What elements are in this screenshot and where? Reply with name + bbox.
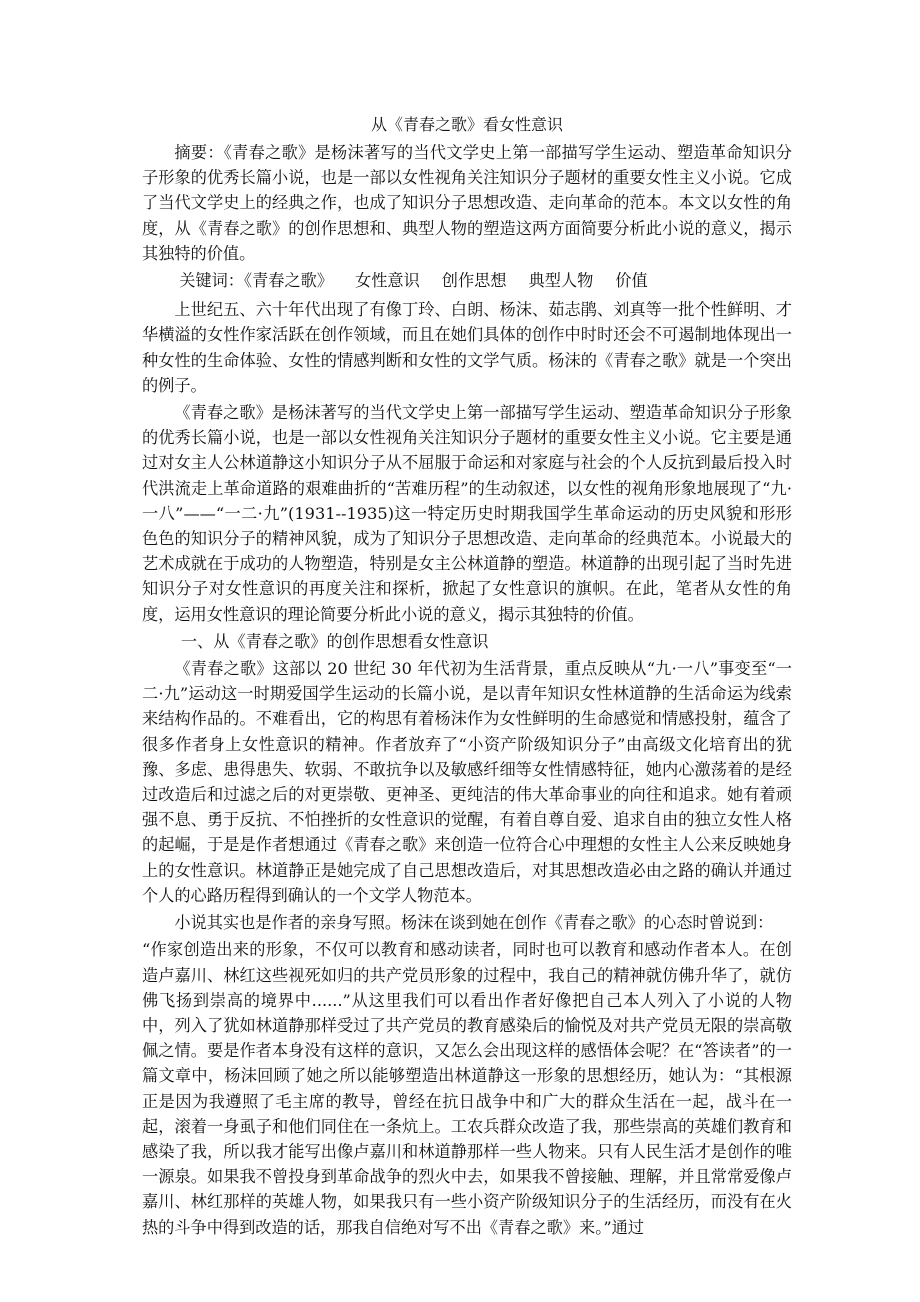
keywords-label: 关键词：《青春之歌》 <box>179 271 334 291</box>
page-title: 从《青春之歌》看女性意识 <box>370 115 563 134</box>
quote-paragraph: “作家创造出来的形象，不仅可以教育和感动读者，同时也可以教育和感动作者本人。在创造卢嘉川、林红这些视死如归的共产党员形象的过程中，我自己的精神就仿佛升华了，就仿佛飞扬到崇高的境界中......”从这里我们可以看出作者好像把自己本人列入了小说的人物中，列入了犹如林道静那样受过了共产党员的教育感染后的愉悦及对共产党员无限的崇高敬佩之情。要是作者本身没有这样的意识，又怎么会出现这样的感悟体会呢？在“答读者”的一篇文章中，杨沫回顾了她之所以能够塑造出林道静这一形象的思想经历，她认为：“其根源正是因为我遵照了毛主席的教导，曾经在抗日战争中和广大的群众生活在一起，战斗在一起，滚着一身虱子和他们同住在一条炕上。工农兵群众改造了我，那些崇高的英雄们教育和感染了我，所以我才能写出像卢嘉川和林道静那样一些人物来。只有人民生活才是创作的唯一源泉。如果我不曾投身到革命战争的烈火中去，如果我不曾接触、理解，并且常常爱像卢嘉川、林红那样的英雄人物，如果我只有一些小资产阶级知识分子的生活经历，而没有在火热的斗争中得到改造的话，那我自信绝对写不出《青春之歌》来。”通过 <box>142 940 792 1237</box>
keyword-item: 典型人物 <box>528 271 594 291</box>
section-heading: 一、从《青春之歌》的创作思想看女性意识 <box>180 631 489 651</box>
keywords-line <box>142 268 792 293</box>
keyword-item: 女性意识 <box>355 271 420 291</box>
intro-paragraph-2: 《青春之歌》是杨沫著写的当代文学史上第一部描写学生运动、塑造革命知识分子形象的优秀长篇小说，也是一部以女性视角关注知识分子题材的重要女性主义小说。它主要是通过对女主人公林道静这小知识分子从不屈服于命运和对家庭与社会的个人反抗到最后投入时代洪流走上革命道路的艰难曲折的“苦难历程”的生动叙述，以女性的视角形象地展现了“九·一八”——“一二·九”(1931--1935)这一特定历史时期我国学生革命运动的历史风貌和形形色色的知识分子的精神风貌，成为了知识分子思想改造、走向革命的经典范本。小说最大的艺术成就在于成功的人物塑造，特别是女主公林道静的塑造。林道静的出现引起了当时先进知识分子对女性意识的再度关注和探析，掀起了女性意识的旗帜。在此，笔者从女性的角度，运用女性意识的理论简要分析此小说的意义，揭示其独特的价值。 <box>142 403 792 624</box>
keyword-item: 价值 <box>615 271 648 291</box>
article-body <box>142 112 792 1242</box>
intro-paragraph-1: 上世纪五、六十年代出现了有像丁玲、白朗、杨沫、茹志鹃、刘真等一批个性鲜明、才华横溢的女性作家活跃在创作领域，而且在她们具体的创作中时时还会不可遏制地体现出一种女性的生命体验、女性的情感判断和女性的文学气质。杨沫的《青春之歌》就是一个突出的例子。 <box>142 300 792 395</box>
section-paragraph-1: 《青春之歌》这部以 20 世纪 30 年代初为生活背景，重点反映从“九·一八”事变至“一二·九”运动这一时期爱国学生运动的长篇小说，是以青年知识女性林道静的生活命运为线索来结构作品的。不难看出，它的构思有着杨沫作为女性鲜明的生命感觉和情感投射，蕴含了很多作者身上女性意识的精神。作者放弃了“小资产阶级知识分子”由高级文化培育出的犹豫、多虑、患得患失、软弱、不敢抗争以及敏感纤细等女性情感特征，她内心激荡着的是经过改造后和过滤之后的对更崇敬、更神圣、更纯洁的伟大革命事业的向往和追求。她有着顽强不息、勇于反抗、不怕挫折的女性意识的觉醒，有着自尊自爱、追求自由的独立女性人格的起崛，于是是作者想通过《青春之歌》来创造一位符合心中理想的女性主人公来反映她身上的女性意识。林道静正是她完成了自己思想改造后，对其思想改造必由之路的确认并通过个人的心路历程得到确认的一个文学人物范本。 <box>142 659 792 905</box>
section-paragraph-2: 小说其实也是作者的亲身写照。杨沫在谈到她在创作《青春之歌》的心态时曾说到： <box>174 913 774 933</box>
keyword-item: 创作思想 <box>441 271 507 291</box>
abstract-paragraph: 摘要：《青春之歌》是杨沫著写的当代文学史上第一部描写学生运动、塑造革命知识分子形象的优秀长篇小说，也是一部以女性视角关注知识分子题材的重要女性主义小说。它成了当代文学史上的经典之作，也成了知识分子思想改造、走向革命的范本。本文以女性的角度，从《青春之歌》的创作思想和、典型人物的塑造这两方面简要分析此小说的意义，揭示其独特的价值。 <box>142 143 792 263</box>
